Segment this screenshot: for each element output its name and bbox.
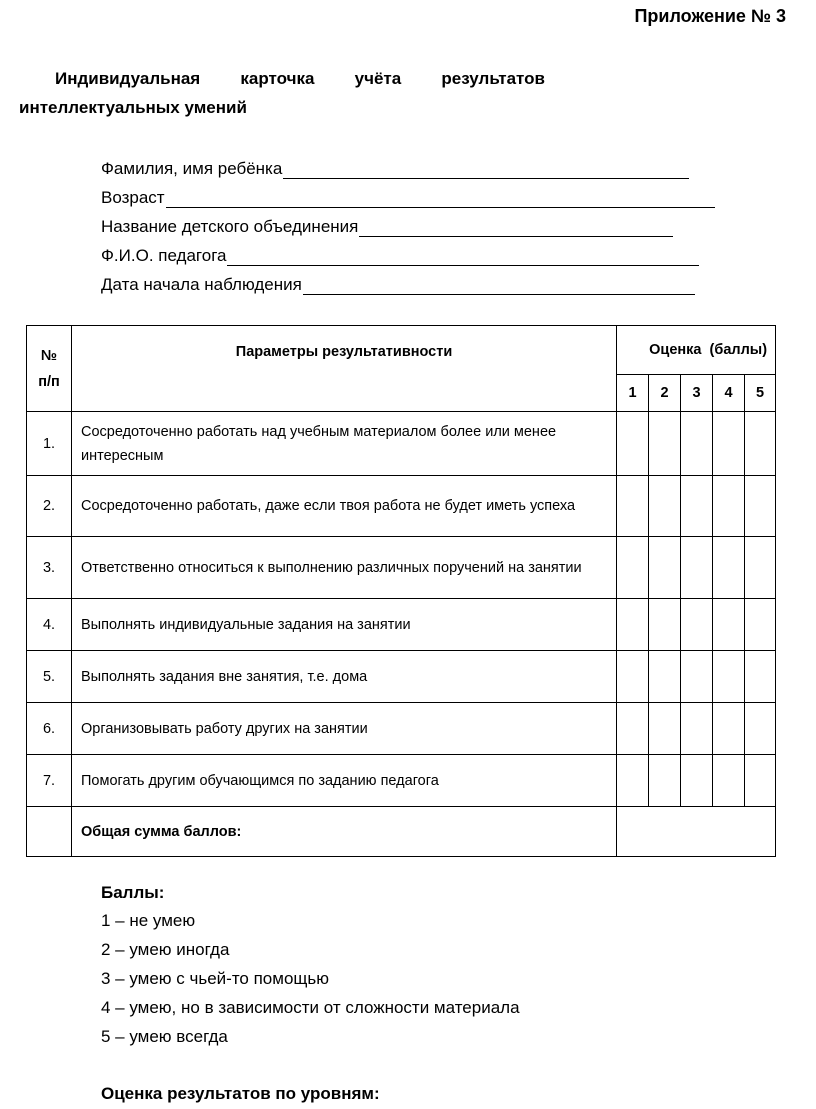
row-parameter: Организовывать работу других на занятии [72,703,617,755]
score-cell[interactable] [745,412,776,476]
score-cell[interactable] [649,703,681,755]
field-label: Название детского объединения [101,217,359,236]
table-row [27,651,776,703]
field-group-name[interactable] [101,211,673,237]
row-number: 4. [27,599,72,651]
row-parameter: Сосредоточенно работать, даже если твоя работа не будет иметь успеха [72,476,617,537]
score-cell[interactable] [745,651,776,703]
score-cell[interactable] [617,537,649,599]
field-label: Возраст [101,188,165,207]
score-cell[interactable] [681,599,713,651]
field-label: Ф.И.О. педагога [101,246,227,265]
score-cell[interactable] [617,599,649,651]
score-cell[interactable] [681,651,713,703]
score-cell[interactable] [745,537,776,599]
field-label: Фамилия, имя ребёнка [101,159,283,178]
table-row [27,703,776,755]
row-number: 2. [27,476,72,537]
legend-item-3: 3 – умею с чьей-то помощью [101,969,329,988]
score-cell[interactable] [649,412,681,476]
score-column-2: 2 [649,375,681,412]
score-cell[interactable] [681,412,713,476]
field-blank-line[interactable] [303,277,695,295]
header-score-column [617,326,776,375]
row-parameter: Выполнять задания вне занятия, т.е. дома [72,651,617,703]
table-row [27,476,776,537]
row-parameter: Выполнять индивидуальные задания на занятии [72,599,617,651]
field-start-date[interactable] [101,269,695,295]
field-teacher-name[interactable] [101,240,699,266]
legend-item-2: 2 – умею иногда [101,940,230,959]
score-cell[interactable] [681,703,713,755]
score-cell[interactable] [617,476,649,537]
score-column-4: 4 [713,375,745,412]
field-blank-line[interactable] [166,190,715,208]
header-score-label: Оценка (баллы) [649,342,768,358]
appendix-label: Приложение № 3 [634,6,786,26]
table-row [27,412,776,476]
row-number: 6. [27,703,72,755]
score-cell[interactable] [649,476,681,537]
score-cell[interactable] [617,755,649,807]
score-cell[interactable] [649,599,681,651]
field-child-name[interactable] [101,153,689,179]
results-table [26,325,776,857]
row-parameter: Ответственно относиться к выполнению различных поручений на занятии [72,537,617,599]
header-parameters-column [72,326,617,412]
field-blank-line[interactable] [227,248,699,266]
header-number-label: № п/п [38,347,60,390]
header-parameters-label: Параметры результативности [235,344,453,360]
legend-item-5: 5 – умею всегда [101,1027,228,1046]
legend-item-1: 1 – не умею [101,911,196,930]
row-number: 1. [27,412,72,476]
total-row-number [27,807,72,857]
row-parameter: Сосредоточенно работать над учебным материалом более или менее интересным [72,412,617,476]
score-cell[interactable] [745,599,776,651]
score-cell[interactable] [617,651,649,703]
score-cell[interactable] [713,755,745,807]
score-cell[interactable] [649,651,681,703]
score-cell[interactable] [617,412,649,476]
score-cell[interactable] [681,755,713,807]
legend-title: Баллы: [101,883,165,902]
field-blank-line[interactable] [283,161,689,179]
score-cell[interactable] [681,537,713,599]
table-row [27,537,776,599]
card-title-line-2: интеллектуальных умений [19,98,247,117]
row-number: 5. [27,651,72,703]
score-cell[interactable] [617,703,649,755]
score-cell[interactable] [713,599,745,651]
levels-title: Оценка результатов по уровням: [101,1084,380,1103]
score-cell[interactable] [745,476,776,537]
score-cell[interactable] [713,412,745,476]
row-parameter: Помогать другим обучающимся по заданию педагога [72,755,617,807]
score-cell[interactable] [713,651,745,703]
legend-item-4: 4 – умею, но в зависимости от сложности материала [101,998,520,1017]
score-cell[interactable] [713,476,745,537]
score-column-5: 5 [745,375,776,412]
card-title-line-1: Индивидуальная карточка учёта результатов [55,69,545,88]
total-score-cell[interactable] [617,807,776,857]
row-number: 3. [27,537,72,599]
score-cell[interactable] [745,703,776,755]
score-column-3: 3 [681,375,713,412]
field-blank-line[interactable] [359,219,673,237]
row-number: 7. [27,755,72,807]
field-label: Дата начала наблюдения [101,275,302,294]
header-number-column [27,326,72,412]
table-row [27,755,776,807]
table-row [27,599,776,651]
score-column-1: 1 [617,375,649,412]
score-cell[interactable] [649,537,681,599]
total-label: Общая сумма баллов: [72,807,617,857]
score-cell[interactable] [713,537,745,599]
field-age[interactable] [101,182,715,208]
score-cell[interactable] [745,755,776,807]
score-cell[interactable] [649,755,681,807]
total-row [27,807,776,857]
score-cell[interactable] [713,703,745,755]
score-cell[interactable] [681,476,713,537]
